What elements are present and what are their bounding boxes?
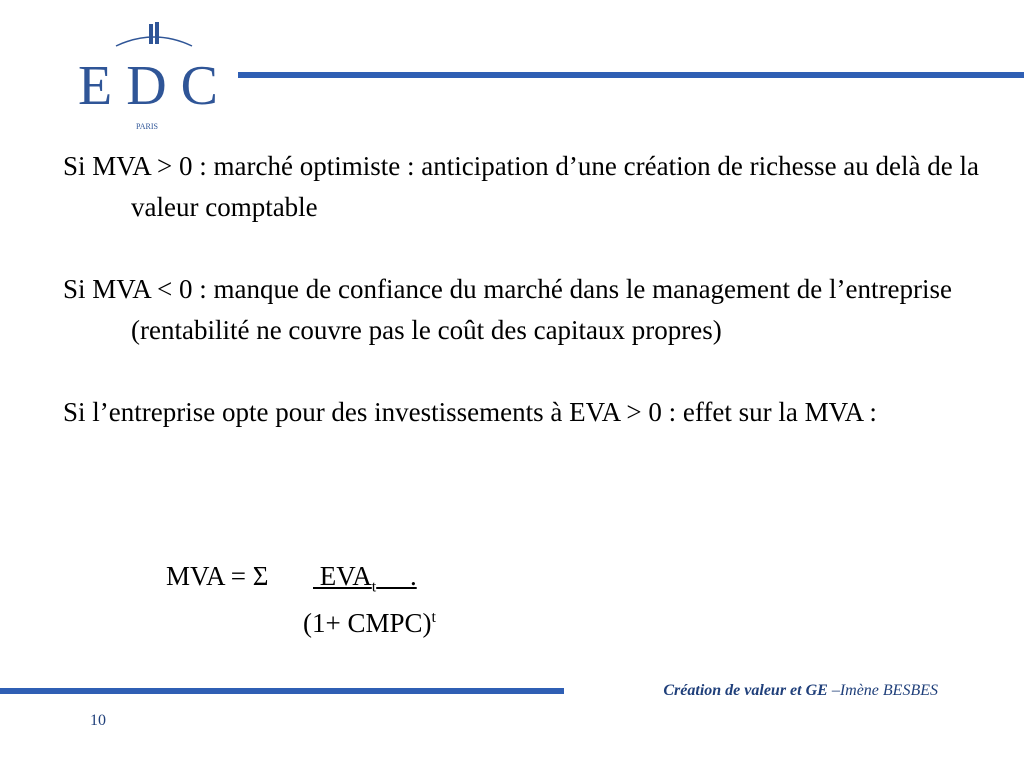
- bullet-mva-negative: Si MVA < 0 : manque de confiance du marché dans le management de l’entreprise (rentabilité ne couvre pas le coût des capitaux propres): [63, 274, 952, 345]
- logo-subtext: PARIS: [136, 122, 158, 131]
- denominator-superscript: t: [431, 609, 436, 626]
- numerator-tail: .: [376, 561, 417, 591]
- footer-title-bold: Création de valeur et GE: [663, 682, 832, 699]
- logo-text: EDC: [78, 55, 232, 117]
- footer-title-author: –Imène BESBES: [831, 682, 938, 699]
- denominator-text: (1+ CMPC): [303, 608, 432, 638]
- bottom-divider: [0, 688, 564, 694]
- bullet-mva-positive: Si MVA > 0 : marché optimiste : anticipation d’une création de richesse au delà de la valeur comptable: [63, 151, 979, 222]
- numerator-text: EVA: [313, 561, 372, 591]
- bullet-eva-investment: Si l’entreprise opte pour des investissements à EVA > 0 : effet sur la MVA :: [63, 397, 877, 427]
- numerator-subscript: t: [371, 578, 377, 596]
- edc-logo: [70, 18, 232, 131]
- building-icon: [114, 18, 194, 58]
- top-divider: [238, 72, 1024, 78]
- mva-formula: [63, 556, 763, 646]
- slide-body: [63, 146, 983, 638]
- footer-title: [663, 682, 938, 700]
- page-number: 10: [90, 712, 106, 729]
- formula-lhs: MVA = Σ: [166, 561, 269, 591]
- formula-denominator: [303, 597, 436, 644]
